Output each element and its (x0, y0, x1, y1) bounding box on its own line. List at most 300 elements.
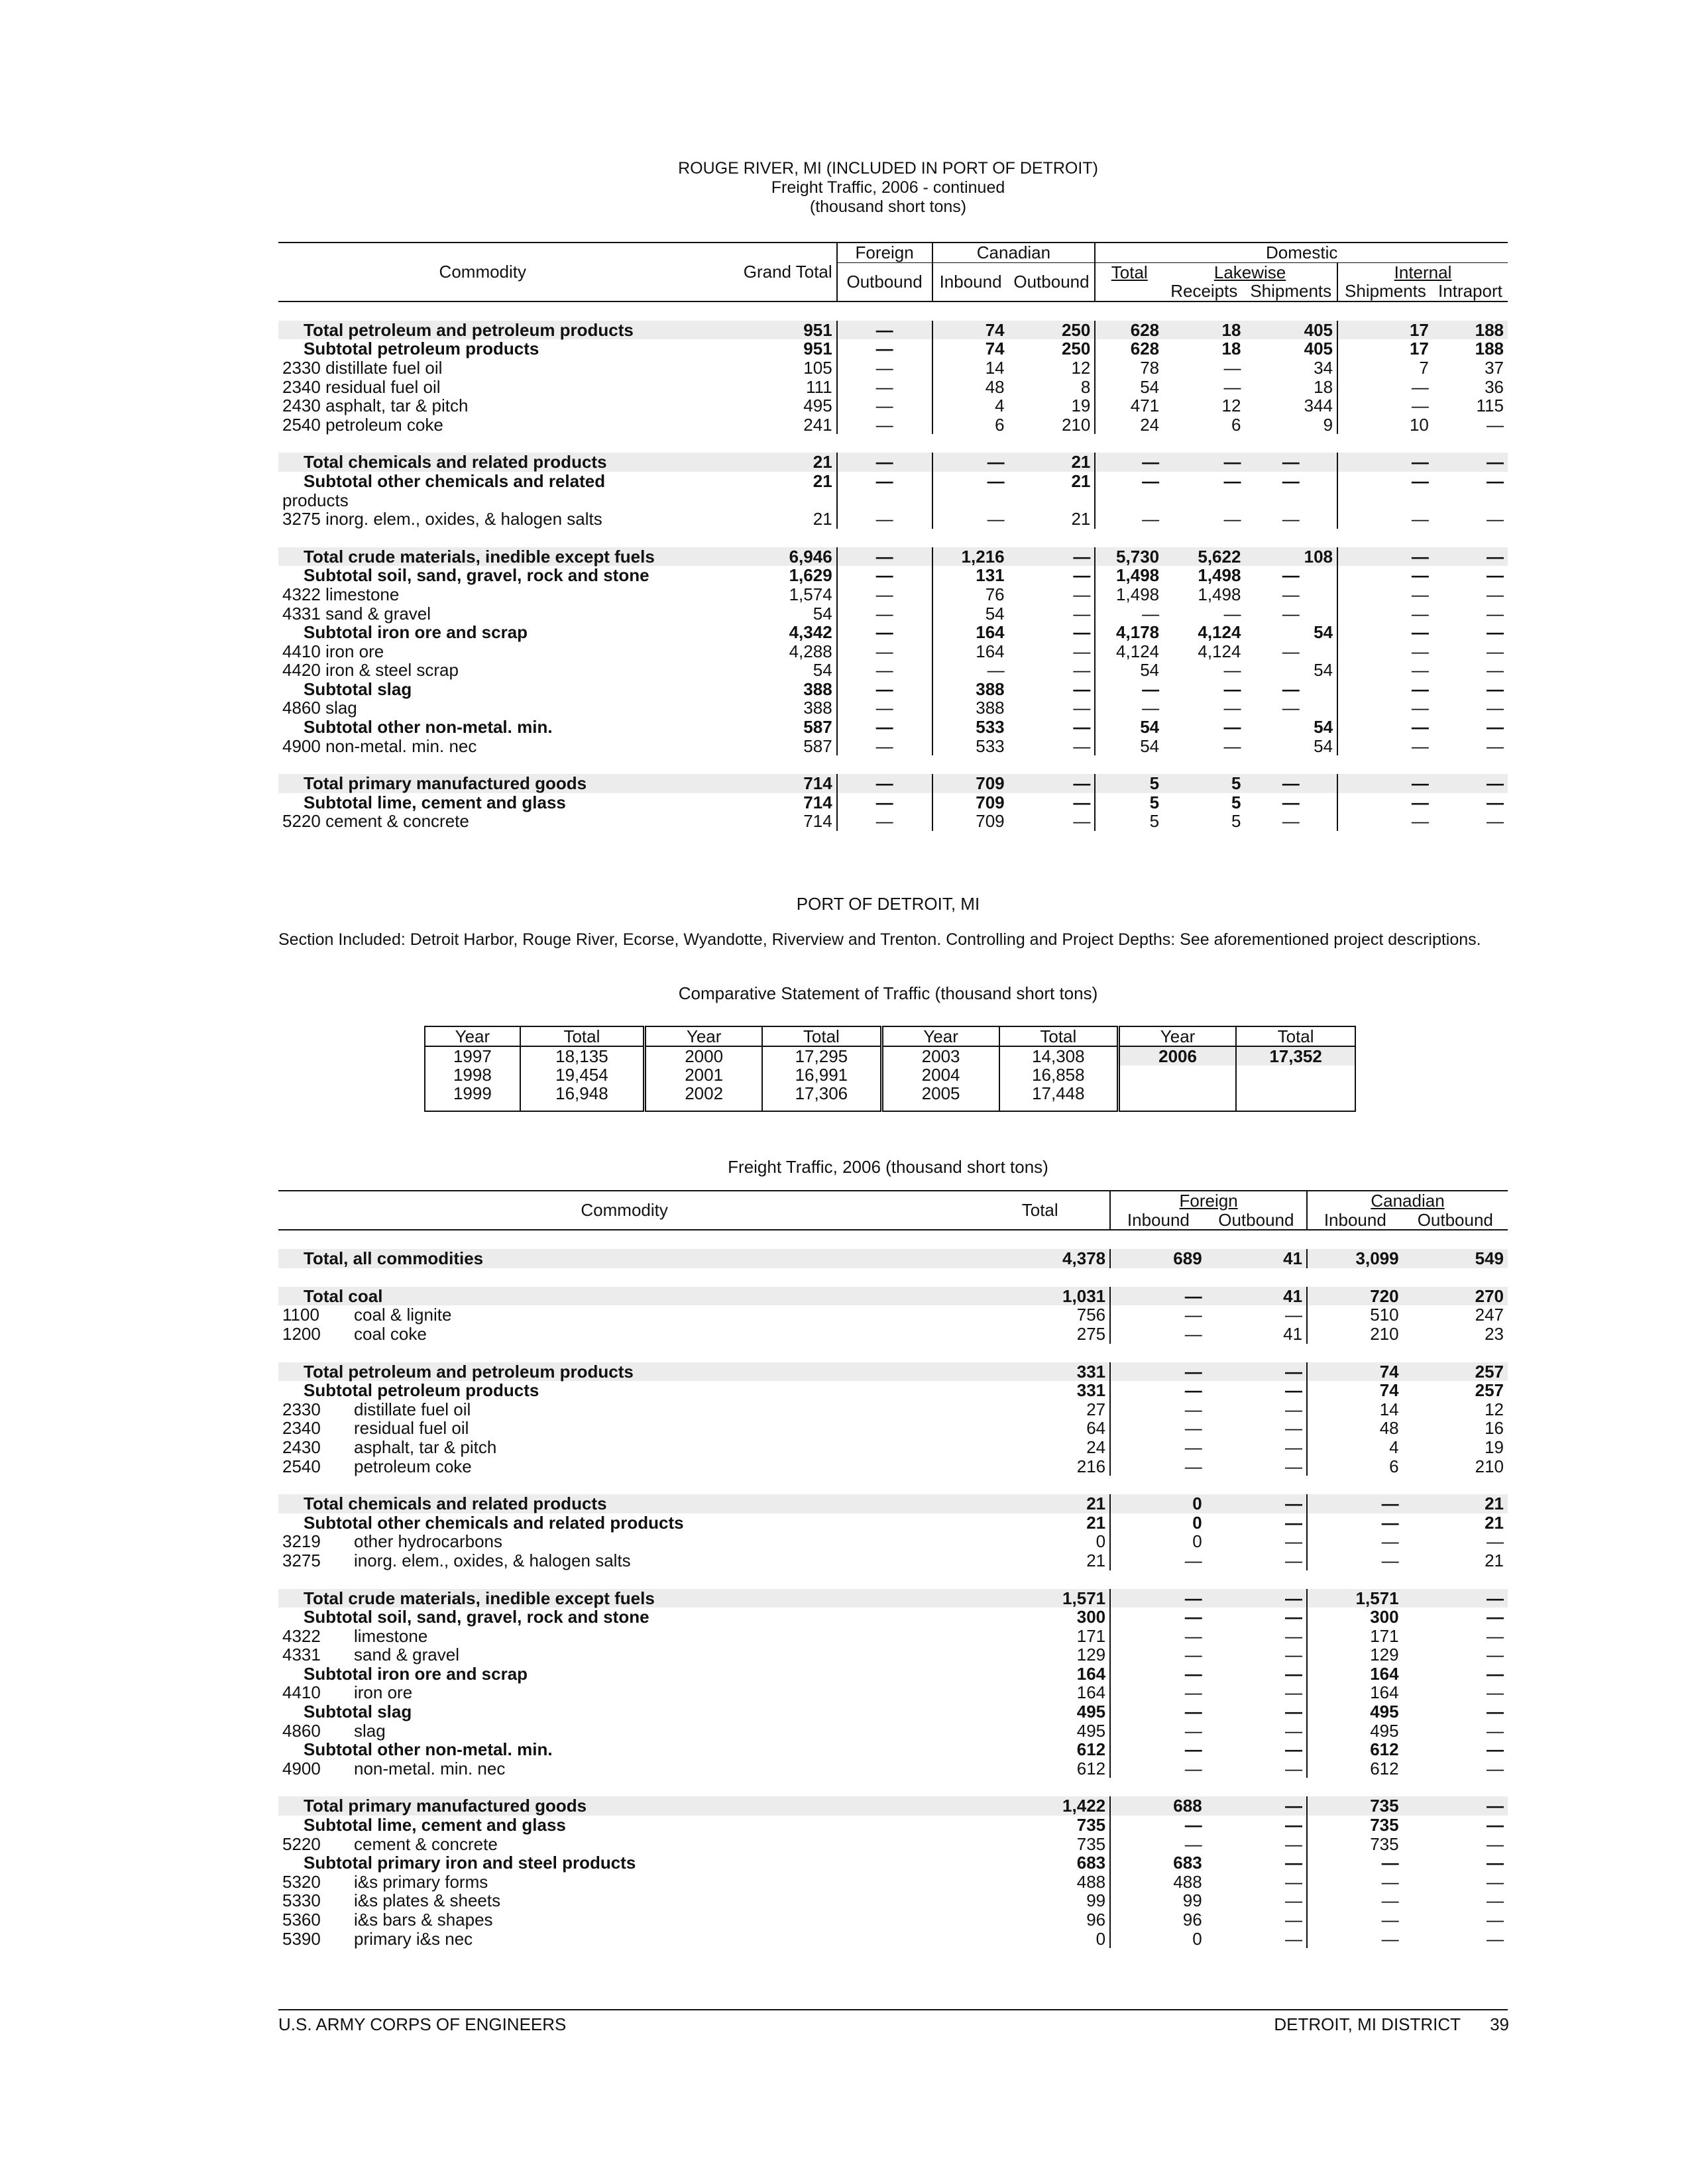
commodity-label (278, 1665, 970, 1684)
section1-title: ROUGE RIVER, MI (INCLUDED IN PORT OF DETROIT) (678, 159, 1098, 178)
cell-value: — (1184, 1323, 1202, 1344)
cell-value: 344 (1245, 396, 1337, 415)
cell-value: 735 (1370, 1815, 1399, 1835)
year-cell: 1999 (425, 1084, 520, 1111)
cell-value: — (1245, 793, 1337, 812)
commodity-code: 3219 (282, 1531, 321, 1552)
cell-value: — (1487, 660, 1504, 681)
cell-value: — (837, 321, 932, 340)
commodity-label: Total chemicals and related products (278, 453, 687, 472)
commodity-name: coal coke (354, 1323, 427, 1344)
commodity-code: 4410 (282, 1682, 321, 1703)
cell-value: — (1487, 1739, 1504, 1760)
cell-value: 549 (1403, 1249, 1508, 1268)
table-row (278, 321, 1508, 340)
comparative-title: Comparative Statement of Traffic (thousand short tons) (678, 983, 1098, 1003)
table-row (278, 1476, 1508, 1494)
cell-value: — (837, 453, 932, 472)
commodity-label: 2340 residual fuel oil (282, 376, 441, 397)
cell-value: 735 (1307, 1796, 1403, 1816)
cell-value: — (1403, 1589, 1508, 1608)
cell-value: 111 (687, 378, 837, 397)
cell-value: — (1487, 1815, 1504, 1835)
col-domestic-total: Total (1111, 262, 1148, 282)
cell-value: — (837, 472, 932, 491)
cell-value: — (1487, 1663, 1504, 1684)
cell-value: — (1487, 736, 1504, 756)
cell-value: 10 (1409, 414, 1429, 435)
commodity-code: 2540 (282, 1456, 321, 1476)
col-internal-intraport: Intraport (1438, 281, 1502, 301)
commodity-name: i&s plates & sheets (354, 1890, 501, 1911)
col-commodity: Commodity (278, 1191, 970, 1230)
commodity-label: 2330 distillate fuel oil (282, 357, 443, 378)
cell-value: — (1381, 1890, 1399, 1911)
port-of-detroit-rows (278, 1249, 1508, 1948)
cell-value: 105 (687, 358, 837, 378)
cell-value: 9 (1245, 415, 1337, 435)
commodity-label: Subtotal other non-metal. min. (304, 717, 553, 737)
cell-value: — (1245, 680, 1337, 699)
commodity-label (278, 1816, 970, 1835)
cell-value: — (837, 510, 932, 529)
commodity-label (278, 1513, 970, 1533)
cell-value: 1,422 (970, 1796, 1110, 1816)
cell-value: — (1206, 1457, 1307, 1476)
cell-value: 951 (687, 321, 837, 340)
commodity-name: Subtotal other chemicals and related products (304, 1512, 684, 1533)
cell-value: — (1206, 1589, 1307, 1608)
table-row (278, 661, 1508, 680)
cell-value: — (1009, 547, 1096, 567)
cell-value: 1,498 (1198, 565, 1241, 586)
col-foreign-outbound: Outbound (837, 262, 932, 301)
cell-value: 4,178 (1116, 622, 1160, 643)
cell-value: 129 (970, 1645, 1110, 1665)
cell-value: 6 (1389, 1456, 1399, 1476)
cell-value: — (1142, 679, 1160, 699)
commodity-label (278, 1419, 970, 1438)
cell-value: 510 (1370, 1305, 1399, 1325)
cell-value: — (1245, 774, 1337, 793)
cell-value: — (1223, 717, 1241, 737)
cell-value: — (1411, 622, 1429, 643)
cell-value: — (1184, 1739, 1202, 1760)
cell-value: — (837, 585, 932, 604)
cell-value: — (1110, 1362, 1206, 1382)
commodity-code: 2330 (282, 1399, 321, 1419)
total-cell: 17,448 (999, 1084, 1119, 1111)
cell-value: — (1142, 698, 1160, 718)
cell-value: — (837, 793, 932, 812)
cell-value: 164 (970, 1683, 1110, 1702)
cell-value: — (837, 680, 932, 699)
cell-value: 54 (985, 603, 1005, 624)
cell-value: 54 (1245, 737, 1337, 756)
commodity-name: Total crude materials, inedible except fuels (304, 1588, 655, 1608)
year-cell: 2005 (881, 1084, 999, 1111)
cell-value: 4 (1389, 1437, 1399, 1457)
rouge-river-rows (278, 321, 1508, 831)
cell-value: — (1411, 736, 1429, 756)
table-row (425, 1046, 1355, 1065)
cell-value: — (1206, 1627, 1307, 1646)
cell-value: 4,342 (687, 623, 837, 642)
cell-value: — (837, 623, 932, 642)
cell-value: — (1245, 642, 1337, 661)
cell-value: 108 (1245, 547, 1337, 567)
total-cell: 16,991 (762, 1065, 881, 1084)
table-row (278, 547, 1508, 567)
cell-value: 164 (1370, 1663, 1399, 1684)
commodity-name: Subtotal other non-metal. min. (304, 1739, 553, 1760)
commodity-label (278, 1683, 970, 1702)
table-row (278, 1873, 1508, 1892)
cell-value: — (837, 339, 932, 358)
cell-value: 488 (970, 1873, 1110, 1892)
cell-value: 1,571 (1307, 1589, 1403, 1608)
cell-value (1009, 491, 1096, 510)
table-row (278, 680, 1508, 699)
cell-value: 188 (1475, 339, 1504, 359)
commodity-code: 5390 (282, 1928, 321, 1949)
cell-value: 4,378 (970, 1249, 1110, 1268)
cell-value: — (1206, 1645, 1307, 1665)
cell-value: — (1009, 812, 1096, 831)
table-row (278, 1910, 1508, 1930)
cell-value: — (1487, 414, 1504, 435)
table-row (278, 698, 1508, 718)
commodity-label (278, 1853, 970, 1873)
cell-value: — (1184, 1833, 1202, 1854)
commodity-label (278, 1891, 970, 1910)
cell-value: — (837, 642, 932, 661)
cell-value: 388 (687, 698, 837, 718)
cell-value: — (1381, 1531, 1399, 1552)
cell-value: — (1245, 698, 1337, 718)
table-row (278, 1645, 1508, 1665)
table-row (278, 1570, 1508, 1589)
commodity-name: Subtotal primary iron and steel products (304, 1853, 636, 1873)
cell-value: 735 (1370, 1833, 1399, 1854)
cell-value: — (1184, 1399, 1202, 1419)
year-cell: 2004 (881, 1065, 999, 1084)
cell-value: — (1009, 793, 1096, 812)
col-foreign: Foreign (837, 243, 932, 262)
commodity-name: Subtotal soil, sand, gravel, rock and stone (304, 1607, 649, 1627)
cell-value: — (1487, 1928, 1504, 1949)
table-row (278, 1513, 1508, 1533)
year-cell: 2001 (645, 1065, 763, 1084)
commodity-label: Total primary manufactured goods (278, 774, 687, 793)
cell-value: — (1403, 1796, 1508, 1816)
cell-value: 216 (970, 1457, 1110, 1476)
cell-value: — (1487, 1625, 1504, 1646)
cell-value: — (1411, 603, 1429, 624)
cell-value: — (1206, 1891, 1307, 1910)
cell-value: — (1206, 1494, 1307, 1513)
cell-value: — (1223, 509, 1241, 529)
cell-value: 99 (970, 1891, 1110, 1910)
cell-value: — (1411, 641, 1429, 661)
cell-value: 210 (1009, 415, 1096, 435)
cell-value: — (1487, 1645, 1504, 1665)
cell-value: 331 (970, 1381, 1110, 1400)
table-row (278, 358, 1508, 378)
year-cell: 2002 (645, 1084, 763, 1111)
cell-value: 257 (1475, 1380, 1504, 1401)
cell-value: — (837, 547, 932, 567)
cell-value: — (1184, 1625, 1202, 1646)
cell-value: 129 (1370, 1645, 1399, 1665)
cell-value: — (1206, 1419, 1307, 1438)
commodity-label: 5220 cement & concrete (282, 811, 469, 832)
section2-description: Section Included: Detroit Harbor, Rouge River, Ecorse, Wyandotte, Riverview and Trenton. Controlling and Project Depths: See aforementioned project descriptions. (278, 930, 1481, 949)
cell-value: 6,946 (687, 547, 837, 567)
cell-value: — (987, 470, 1005, 491)
cell-value: 0 (970, 1930, 1110, 1949)
cell-value: — (1487, 811, 1504, 832)
cell-value: 21 (1009, 510, 1096, 529)
comparative-header: Year (1118, 1026, 1236, 1046)
table-row (278, 1778, 1508, 1796)
table-row (278, 1400, 1508, 1419)
cell-value: — (1487, 1833, 1504, 1854)
cell-value: 735 (970, 1835, 1110, 1854)
cell-value: — (837, 396, 932, 415)
table-row (278, 529, 1508, 547)
cell-value: — (1411, 698, 1429, 718)
year-cell: 1998 (425, 1065, 520, 1084)
cell-value: 250 (1009, 321, 1096, 340)
table-row (278, 1683, 1508, 1702)
cell-value: — (1411, 470, 1429, 491)
cell-value: 628 (1095, 321, 1163, 340)
cell-value: 4,124 (1198, 622, 1241, 643)
commodity-label (278, 1796, 970, 1816)
table-row (278, 1457, 1508, 1476)
cell-value: — (1206, 1551, 1307, 1570)
cell-value: 74 (985, 339, 1005, 359)
cell-value: — (1009, 774, 1096, 793)
commodity-label (278, 1608, 970, 1627)
section1-subtitle: Freight Traffic, 2006 - continued (771, 178, 1005, 197)
cell-value: — (1487, 1853, 1504, 1873)
commodity-name: Total primary manufactured goods (304, 1796, 587, 1816)
col-internal: Internal (1394, 262, 1452, 282)
table-row (278, 1816, 1508, 1835)
cell-value (837, 491, 932, 510)
col-lakewise: Lakewise (1163, 262, 1337, 282)
cell-value: 405 (1245, 339, 1337, 358)
commodity-label (278, 1532, 970, 1551)
cell-value: — (1411, 584, 1429, 604)
cell-value: — (987, 660, 1005, 681)
table-row (278, 1891, 1508, 1910)
commodity-name: coal & lignite (354, 1305, 452, 1325)
cell-value: 587 (687, 737, 837, 756)
cell-value: 689 (1110, 1249, 1206, 1268)
cell-value: — (837, 415, 932, 435)
cell-value: — (1223, 470, 1241, 491)
col-foreign-outbound: Outbound (1206, 1211, 1307, 1230)
table-row (278, 415, 1508, 435)
total-cell: 17,306 (762, 1084, 881, 1111)
table-row (278, 1268, 1508, 1287)
cell-value: 76 (985, 584, 1005, 604)
commodity-label: 4860 slag (282, 698, 357, 718)
table-row (278, 510, 1508, 529)
commodity-name: i&s bars & shapes (354, 1910, 493, 1930)
cell-value: 405 (1245, 321, 1337, 340)
cell-value: 1,629 (687, 566, 837, 585)
cell-value: 171 (970, 1627, 1110, 1646)
cell-value: 48 (985, 376, 1005, 397)
commodity-name: iron ore (354, 1682, 413, 1703)
cell-value: — (1245, 812, 1337, 831)
cell-value: — (1411, 396, 1429, 416)
cell-value: 683 (1173, 1853, 1202, 1873)
cell-value: — (1206, 1853, 1307, 1873)
cell-value: — (1223, 736, 1241, 756)
cell-value (1163, 491, 1245, 510)
commodity-label: Subtotal other chemicals and related (304, 470, 606, 491)
cell-value: 709 (932, 774, 1009, 793)
cell-value: 388 (976, 679, 1005, 699)
cell-value: 96 (970, 1910, 1110, 1930)
cell-value: — (1487, 698, 1504, 718)
cell-value: — (1245, 510, 1337, 529)
cell-value: 21 (1009, 453, 1096, 472)
cell-value: — (1487, 1682, 1504, 1703)
cell-value: 612 (1370, 1739, 1399, 1760)
cell-value: 18 (1245, 378, 1337, 397)
commodity-label (278, 1627, 970, 1646)
table-row (278, 378, 1508, 397)
cell-value: — (1009, 642, 1096, 661)
cell-value: — (1184, 1663, 1202, 1684)
cell-value: — (1487, 1607, 1504, 1627)
col-commodity: Commodity (278, 243, 687, 301)
total-cell: 16,948 (520, 1084, 645, 1111)
cell-value: 951 (687, 339, 837, 358)
cell-value: — (1009, 585, 1096, 604)
table-row (278, 718, 1508, 737)
cell-value: 0 (970, 1532, 1110, 1551)
commodity-label: products (282, 490, 349, 510)
cell-value: 4,124 (1198, 641, 1241, 661)
cell-value: 21 (970, 1551, 1110, 1570)
cell-value: — (837, 358, 932, 378)
cell-value: 1,216 (932, 547, 1009, 567)
cell-value: — (1381, 1512, 1399, 1533)
footer-rule (278, 2009, 1508, 2010)
commodity-name: Total coal (304, 1285, 383, 1306)
cell-value: 471 (1130, 396, 1160, 416)
cell-value: 12 (1009, 358, 1096, 378)
cell-value: — (1184, 1758, 1202, 1778)
cell-value: 241 (687, 415, 837, 435)
cell-value: 37 (1485, 357, 1504, 378)
port-of-detroit-freight-table (278, 1190, 1508, 1948)
commodity-label (278, 1873, 970, 1892)
cell-value: 54 (1245, 661, 1337, 680)
cell-value: 210 (1475, 1456, 1504, 1476)
cell-value: 5,730 (1095, 547, 1163, 567)
cell-value: — (1206, 1438, 1307, 1457)
cell-value: 0 (1192, 1512, 1202, 1533)
table-row (278, 1627, 1508, 1646)
cell-value: — (837, 737, 932, 756)
cell-value: — (1487, 1758, 1504, 1778)
table-row (278, 472, 1508, 491)
table-row (278, 453, 1508, 472)
cell-value: — (1095, 453, 1163, 472)
cell-value: 612 (970, 1759, 1110, 1778)
cell-value (687, 491, 837, 510)
cell-value (1337, 491, 1433, 510)
year-cell: 2003 (881, 1046, 999, 1065)
cell-value: — (1184, 1550, 1202, 1570)
cell-value: 257 (1403, 1362, 1508, 1382)
cell-value: 628 (1130, 339, 1160, 359)
cell-value: 41 (1206, 1325, 1307, 1344)
table-row (278, 1381, 1508, 1400)
commodity-label (278, 1457, 970, 1476)
cell-value: 188 (1433, 321, 1508, 340)
cell-value: — (1433, 453, 1508, 472)
total-cell: 18,135 (520, 1046, 645, 1065)
cell-value: 709 (976, 811, 1005, 832)
commodity-code: 4900 (282, 1758, 321, 1778)
cell-value: — (1487, 1910, 1504, 1930)
commodity-label (278, 1835, 970, 1854)
cell-value: — (1223, 698, 1241, 718)
cell-value: — (1184, 1418, 1202, 1439)
cell-value: — (1487, 470, 1504, 491)
cell-value: — (1223, 679, 1241, 699)
cell-value: 5 (1231, 811, 1241, 832)
col-domestic: Domestic (1095, 243, 1508, 262)
commodity-code: 4331 (282, 1645, 321, 1665)
cell-value: 612 (970, 1740, 1110, 1759)
cell-value: 688 (1110, 1796, 1206, 1816)
cell-value: 14 (985, 357, 1005, 378)
comparative-header: Total (1236, 1026, 1355, 1046)
cell-value: 709 (976, 792, 1005, 812)
commodity-name: distillate fuel oil (354, 1399, 471, 1419)
col-foreign: Foreign (1110, 1191, 1307, 1211)
year-cell (1118, 1084, 1236, 1111)
cell-value: 331 (970, 1362, 1110, 1382)
cell-value: 14 (1379, 1399, 1399, 1419)
cell-value: — (1184, 1380, 1202, 1401)
cell-value: — (837, 812, 932, 831)
table-row (278, 491, 1508, 510)
cell-value: — (1223, 357, 1241, 378)
commodity-code: 1100 (282, 1305, 319, 1325)
col-internal-shipments: Shipments (1345, 281, 1426, 301)
cell-value: — (837, 774, 932, 793)
cell-value: — (1487, 603, 1504, 624)
cell-value: 54 (687, 604, 837, 624)
freight-title: Freight Traffic, 2006 (thousand short tons) (728, 1157, 1048, 1177)
table-row (278, 755, 1508, 774)
cell-value: — (1206, 1381, 1307, 1400)
commodity-label (278, 1589, 970, 1608)
cell-value: — (1307, 1494, 1403, 1513)
total-cell (1236, 1084, 1355, 1111)
